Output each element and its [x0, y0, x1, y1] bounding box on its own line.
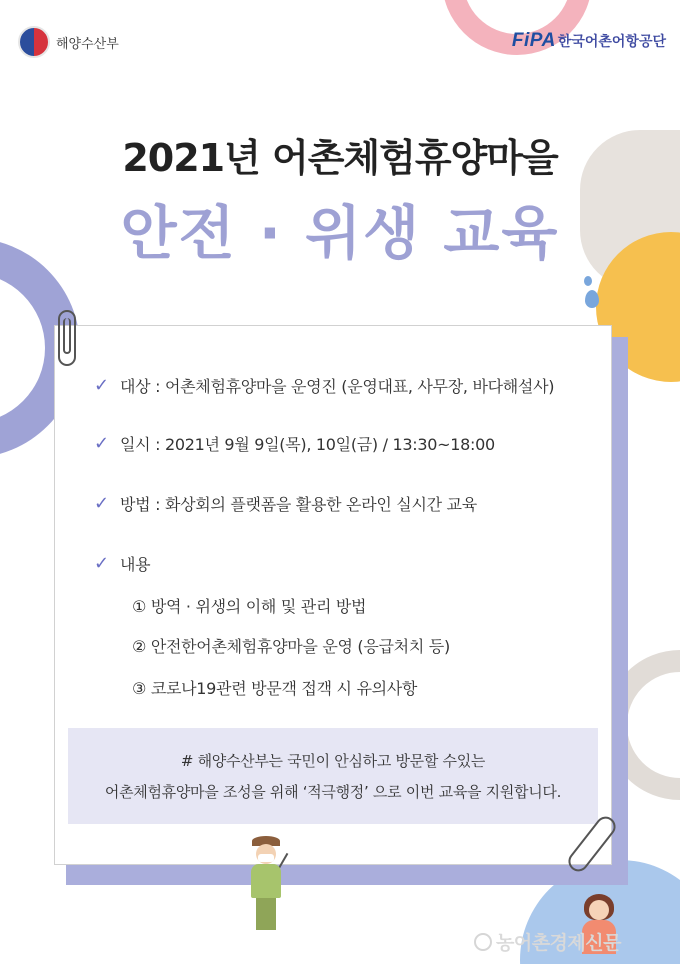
fisherman-illustration [244, 836, 288, 936]
fipa-logo [512, 30, 666, 52]
info-item-schedule [94, 432, 495, 455]
info-item-text: 대상 : 어촌체험휴양마을 운영진 (운영대표, 사무장, 바다해설사) [120, 377, 555, 396]
info-item-text: 내용 [120, 555, 151, 574]
check-icon: ✓ [94, 493, 110, 514]
info-item-text: 일시 : 2021년 9월 9일(목), 10일(금) / 13:30~18:00 [120, 435, 495, 454]
info-item-target [94, 374, 554, 397]
watermark-logo-icon [474, 933, 492, 951]
info-item-method [94, 492, 477, 515]
content-item: ③ 코로나19관련 방문객 접객 시 유의사항 [132, 679, 418, 698]
check-icon: ✓ [94, 375, 110, 396]
water-drop-icon [584, 276, 592, 286]
water-drop-icon [585, 290, 599, 308]
content-item: ① 방역 · 위생의 이해 및 관리 방법 [132, 597, 367, 616]
note-line-1: # 해양수산부는 국민이 안심하고 방문할 수있는 [180, 752, 486, 770]
check-icon: ✓ [94, 433, 110, 454]
note-line-2: 어촌체험휴양마을 조성을 위해 ‘적극행정’ 으로 이번 교육을 지원합니다. [104, 783, 562, 801]
info-item-contents [94, 552, 150, 575]
content-item: ② 안전한어촌체험휴양마을 운영 (응급처치 등) [132, 637, 450, 656]
watermark-text: 농어촌경제신문 [496, 932, 621, 954]
check-icon: ✓ [94, 553, 110, 574]
fipa-org-name: 한국어촌어항공단 [557, 34, 666, 50]
title-line-2: 안전 · 위생 교육 [120, 199, 560, 267]
ministry-name: 해양수산부 [56, 36, 119, 52]
note-box [68, 728, 598, 824]
ministry-logo [18, 26, 119, 58]
paperclip-inner [63, 318, 71, 354]
fipa-wordmark: FiPA [511, 30, 556, 51]
info-item-text: 방법 : 화상회의 플랫폼을 활용한 온라인 실시간 교육 [120, 495, 477, 514]
taegeuk-icon [18, 26, 50, 58]
watermark [474, 928, 621, 955]
title-line-1: 2021년 어촌체험휴양마을 [122, 136, 558, 180]
